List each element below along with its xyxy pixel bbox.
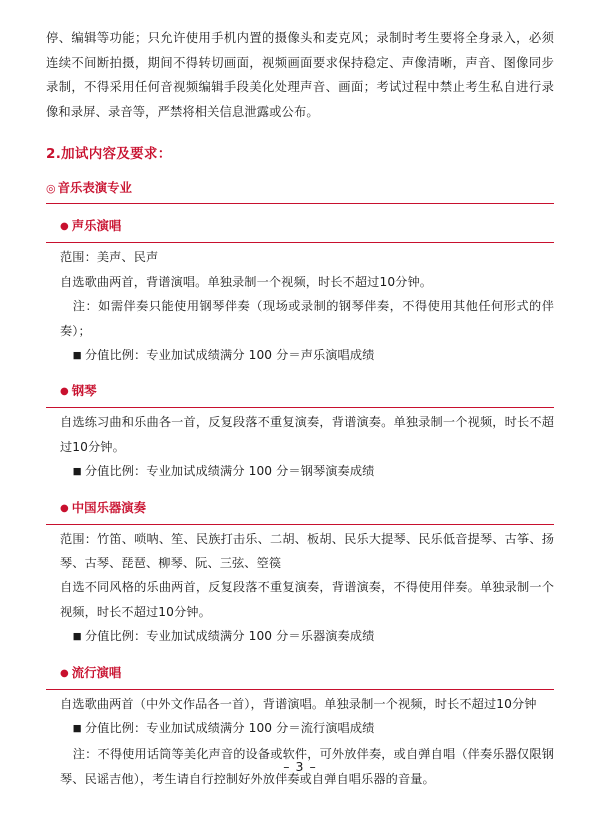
page-number: – 3 – xyxy=(283,759,317,774)
body-paragraph: 自选歌曲两首（中外文作品各一首），背谱演唱。单独录制一个视频，时长不超过10分钟 xyxy=(60,696,537,711)
subsection-body xyxy=(46,692,554,792)
circle-bullet-icon: ● xyxy=(60,667,69,679)
subsection-body xyxy=(46,245,554,369)
score-paragraph xyxy=(60,716,554,742)
subsection-heading-label: 钢琴 xyxy=(71,383,97,399)
subsection-body xyxy=(46,527,554,651)
subsection-heading-label: 流行演唱 xyxy=(71,664,122,680)
score-text: 分值比例：专业加试成绩满分 100 分＝钢琴演奏成绩 xyxy=(84,464,375,479)
note-paragraph: 注：如需伴奏只能使用钢琴伴奏（现场或录制的钢琴伴奏，不得使用其他任何形式的伴奏）； xyxy=(60,299,554,338)
subsection-heading-label: 声乐演唱 xyxy=(71,218,122,234)
subsection-heading xyxy=(46,216,554,243)
square-bullet-icon: ■ xyxy=(72,722,82,734)
subsection-heading xyxy=(46,381,554,408)
score-paragraph xyxy=(60,343,554,369)
score-text: 分值比例：专业加试成绩满分 100 分＝乐器演奏成绩 xyxy=(84,629,375,644)
diamond-bullet-icon: ◎ xyxy=(46,182,56,196)
square-bullet-icon: ■ xyxy=(72,349,82,361)
circle-bullet-icon: ● xyxy=(60,221,69,233)
square-bullet-icon: ■ xyxy=(72,630,82,642)
subsection-body xyxy=(46,410,554,485)
major-heading-label: 音乐表演专业 xyxy=(57,180,132,196)
section-title: 2.加试内容及要求： xyxy=(46,146,172,163)
major-heading xyxy=(46,178,554,204)
body-paragraph: 范围：竹笛、唢呐、笙、民族打击乐、二胡、板胡、民乐大提琴、民乐低音提琴、古筝、扬琴、古琴、琵琶、柳琴、阮、三弦、箜篌 xyxy=(60,531,554,571)
body-paragraph: 自选歌曲两首，背谱演唱。单独录制一个视频，时长不超过10分钟。 xyxy=(60,274,433,289)
score-text: 分值比例：专业加试成绩满分 100 分＝声乐演唱成绩 xyxy=(84,348,375,362)
circle-bullet-icon: ● xyxy=(60,386,69,398)
subsection-heading-label: 中国乐器演奏 xyxy=(71,499,147,515)
body-paragraph: 自选练习曲和乐曲各一首，反复段落不重复演奏，背谱演奏。单独录制一个视频，时长不超过10分钟。 xyxy=(60,415,554,454)
score-paragraph xyxy=(60,459,554,485)
square-bullet-icon: ■ xyxy=(72,465,82,477)
body-paragraph: 范围：美声、民声 xyxy=(60,250,159,265)
score-paragraph xyxy=(60,624,554,650)
body-paragraph: 自选不同风格的乐曲两首，反复段落不重复演奏，背谱演奏，不得使用伴奏。单独录制一个视频，时长不超过10分钟。 xyxy=(60,580,554,619)
subsection-heading xyxy=(46,498,554,525)
note-paragraph: 注：不得使用话筒等美化声音的设备或软件，可外放伴奏，或自弹自唱（伴奏乐器仅限钢琴、民谣吉他），考生请自行控制好外放伴奏或自弹自唱乐器的音量。 xyxy=(60,747,554,786)
score-text: 分值比例：专业加试成绩满分 100 分＝流行演唱成绩 xyxy=(84,721,375,736)
circle-bullet-icon: ● xyxy=(60,502,69,514)
subsection-heading xyxy=(46,663,554,690)
top-paragraph: 停、编辑等功能；只允许使用手机内置的摄像头和麦克风；录制时考生要将全身录入，必须连续不间断拍摄，期间不得转切画面，视频画面要求保持稳定、声像清晰，声音、图像同步录制，不得采用任何音视频编辑手段美化处理声音、画面；考试过程中禁止考生私自进行录像和录屏、录音等，严禁将相关信息泄露或公布。 xyxy=(46,31,554,119)
